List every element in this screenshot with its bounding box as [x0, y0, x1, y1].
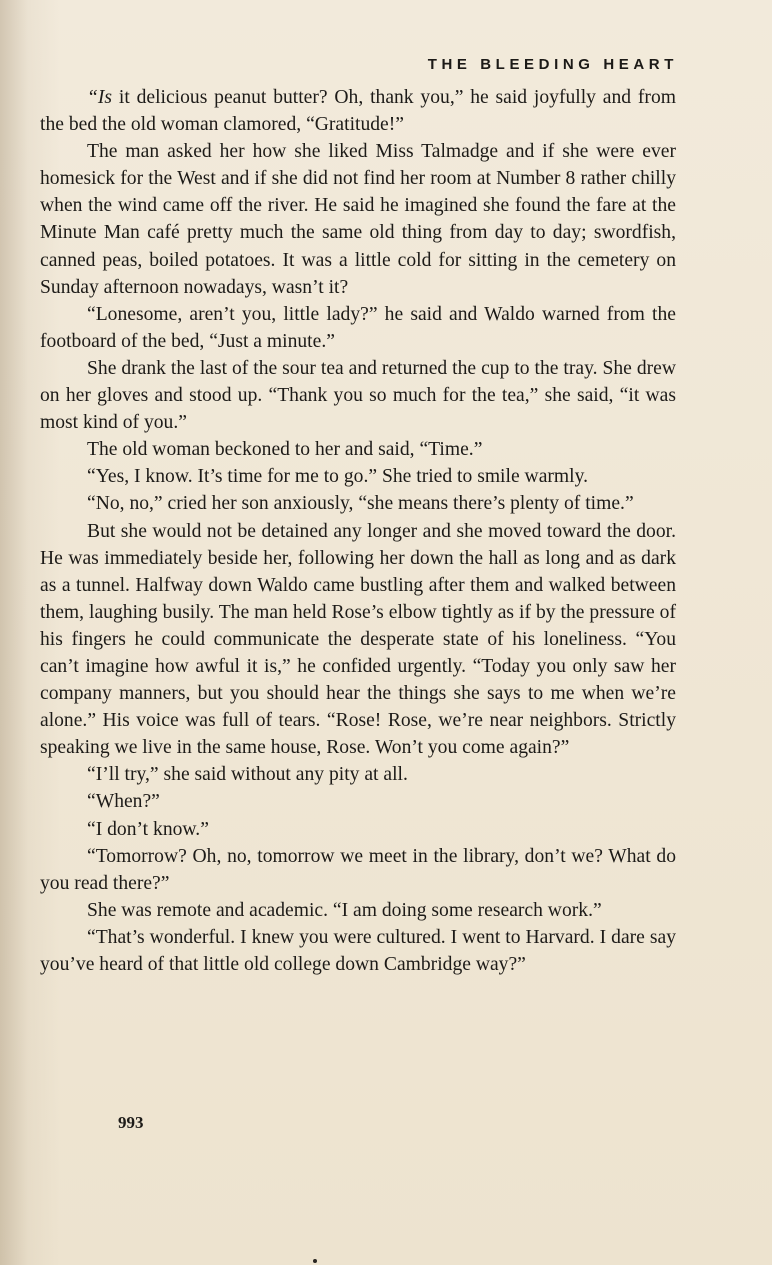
body-text: [40, 84, 676, 978]
paragraph-12: “Tomorrow? Oh, no, tomorrow we meet in the library, don’t we? What do you read there?”: [40, 845, 676, 894]
paragraph-5: The old woman beckoned to her and said, “Time.”: [87, 439, 483, 461]
paragraph-13: She was remote and academic. “I am doing some research work.”: [87, 899, 602, 921]
paragraph-6: “Yes, I know. It’s time for me to go.” She tried to smile warmly.: [87, 466, 589, 488]
paragraph-3: “Lonesome, aren’t you, little lady?” he said and Waldo warned from the footboard of the bed, “Just a minute.”: [40, 303, 676, 352]
page-number: 993: [118, 1113, 144, 1132]
paragraph-7: “No, no,” cried her son anxiously, “she means there’s plenty of time.”: [87, 493, 634, 515]
italic-lead: “Is: [87, 87, 113, 108]
paragraph-10: “When?”: [87, 791, 160, 813]
paragraph-14: “That’s wonderful. I knew you were cultured. I went to Harvard. I dare say you’ve heard of that little old college down Cambridge way?”: [40, 926, 676, 975]
paragraph-4: She drank the last of the sour tea and returned the cup to the tray. She drew on her gloves and stood up. “Thank you so much for the tea,” she said, “it was most kind of you.”: [40, 357, 676, 434]
paragraph-1: “Is it delicious peanut butter? Oh, thank you,” he said joyfully and from the bed the old woman clamored, “Gratitude!”: [40, 87, 676, 136]
paragraph-8: But she would not be detained any longer and she moved toward the door. He was immediately beside her, following her down the hall as long and as dark as a tunnel. Halfway down Waldo came bustling after them and walked between them, laughing busily. The man held Rose’s elbow tightly as if by the pressure of his fingers he could communicate the desperate state of his loneliness. “You can’t imagine how awful it is,” he confided urgently. “Today you only saw her company manners, but you should hear the things she says to me when we’re alone.” His voice was full of tears. “Rose! Rose, we’re near neighbors. Strictly speaking we live in the same house, Rose. Won’t you come again?”: [40, 520, 676, 759]
running-head: THE BLEEDING HEART: [427, 56, 678, 73]
paragraph-11: “I don’t know.”: [87, 818, 209, 840]
paragraph-2: The man asked her how she liked Miss Talmadge and if she were ever homesick for the West and if she did not find her room at Number 8 rather chilly when the wind came off the river. He said he imagined she found the fare at the Minute Man café pretty much the same old thing from day to day; swordfish, canned peas, boiled potatoes. It was a little cold for sitting in the cemetery on Sunday afternoon nowadays, wasn’t it?: [40, 141, 676, 298]
ink-speck: [313, 1259, 317, 1263]
paragraph-9: “I’ll try,” she said without any pity at all.: [87, 764, 408, 786]
